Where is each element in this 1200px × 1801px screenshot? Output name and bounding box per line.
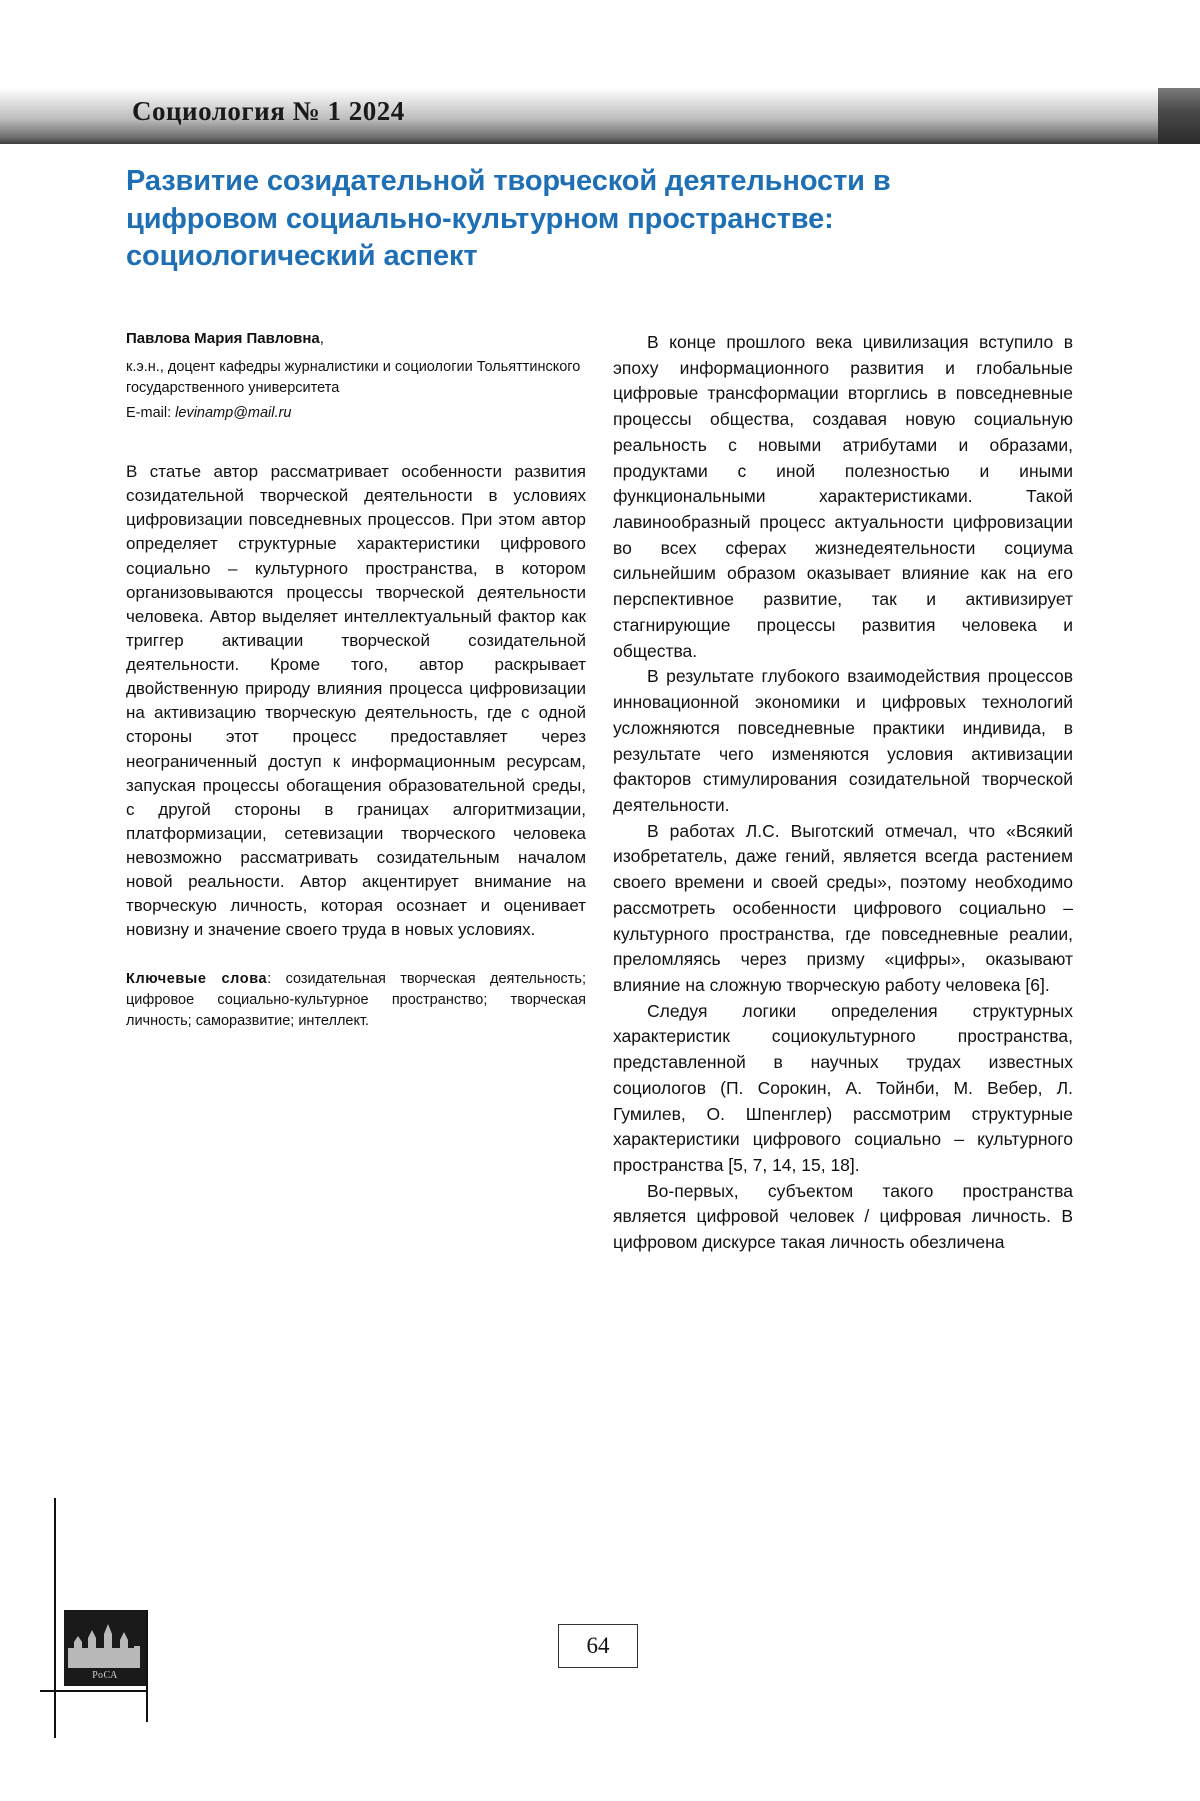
author-affiliation: к.э.н., доцент кафедры журналистики и социологии Тольяттинского государственного университета — [126, 359, 581, 397]
body-paragraph: В работах Л.С. Выготский отмечал, что «Всякий изобретатель, даже гений, является всегда растением своего времени и своей среды», поэтому необходимо рассмотреть особенности цифрового социально – культурного пространства, где повседневные реалии, преломляясь через призму «цифры», оказывают влияние на сложную творческую работу человека [6]. — [613, 820, 1073, 995]
author-name-text: Павлова Мария Павловна — [126, 330, 320, 347]
body-paragraph: В результате глубокого взаимодействия процессов инновационной экономики и цифровых технологий усложняются повседневные практики индивида, в результате чего изменяются условия активизации факторов стимулирования созидательной творческой деятельности. — [613, 666, 1073, 815]
page-title: Развитие созидательной творческой деятельности в цифровом социально-культурном пространстве: социологический аспект — [126, 165, 891, 273]
crop-mark-horizontal — [40, 1690, 146, 1692]
emblem-label: РоСА — [92, 1670, 118, 1681]
email-address[interactable]: levinamp@mail.ru — [175, 405, 292, 422]
body-paragraph: Следуя логики определения структурных характеристик социокультурного пространства, представленной в научных трудах известных социологов (П. Сорокин, А. Тойнби, М. Вебер, Л. Гумилев, О. Шпенглер) рассмотрим структурные характеристики цифрового социально – культурного пространства [5, 7, 14, 15, 18]. — [613, 1000, 1073, 1175]
author-email — [126, 403, 586, 424]
column-right — [613, 330, 1073, 1256]
skyline-silhouette-icon — [64, 1622, 146, 1668]
body-paragraph: Во-первых, субъектом такого пространства является цифровой человек / цифровая личность. В цифровом дискурсе такая личность обезличена — [613, 1180, 1073, 1253]
header-corner-block — [1158, 88, 1200, 144]
journal-title: Социология № 1 2024 — [132, 96, 405, 126]
author-name-comma: , — [319, 330, 324, 347]
author-name — [126, 330, 586, 347]
crop-mark-vertical-right — [146, 1610, 148, 1722]
body-paragraph: В конце прошлого века цивилизация вступило в эпоху информационного развития и глобальные цифровые трансформации вторглись в повседневные процессы общества, создавая новую социальную реальность с новыми атрибутами и образами, продуктами с иной полезностью и иными функциональными характеристиками. Такой лавинообразный процесс актуальности цифровизации во всех сферах жизнедеятельности социума сильнейшим образом оказывает влияние как на его перспективное развитие, так и активизирует стагнирующие процессы развития человека и общества. — [613, 332, 1073, 661]
keywords-text: : созидательная творческая деятельность; цифровое социально-культурное пространство; творческая личность; саморазвитие; интеллект. — [126, 970, 586, 1029]
keywords-block — [126, 969, 586, 1032]
crop-mark-vertical — [54, 1498, 56, 1738]
abstract-text: В статье автор рассматривает особенности развития созидательной творческой деятельности в условиях цифровизации повседневных процессов. При этом автор определяет структурные характеристики цифрового социально – культурного пространства, в котором организовываются процессы творческой деятельности человека. Автор выделяет интеллектуальный фактор как триггер активации творческой созидательной деятельности. Кроме того, автор раскрывает двойственную природу влияния процесса цифровизации на активизацию творческую деятельность, где с одной стороны этот процесс предоставляет через неограниченный доступ к информационным ресурсам, запуская процессы обогащения образовательной среды, с другой стороны в границах алгоритмизации, платформизации, сетевизации творческого человека невозможно рассматривать созидательным началом новой реальности. Автор акцентирует внимание на творческую личность, которая осознает и оценивает новизну и значение своего труда в новых условиях. — [126, 462, 586, 940]
column-left — [126, 330, 586, 1032]
page-number: 64 — [558, 1624, 638, 1668]
publisher-emblem-icon — [64, 1610, 146, 1686]
email-label: E-mail: — [126, 405, 176, 422]
keywords-label: Ключевые слова — [126, 970, 268, 987]
